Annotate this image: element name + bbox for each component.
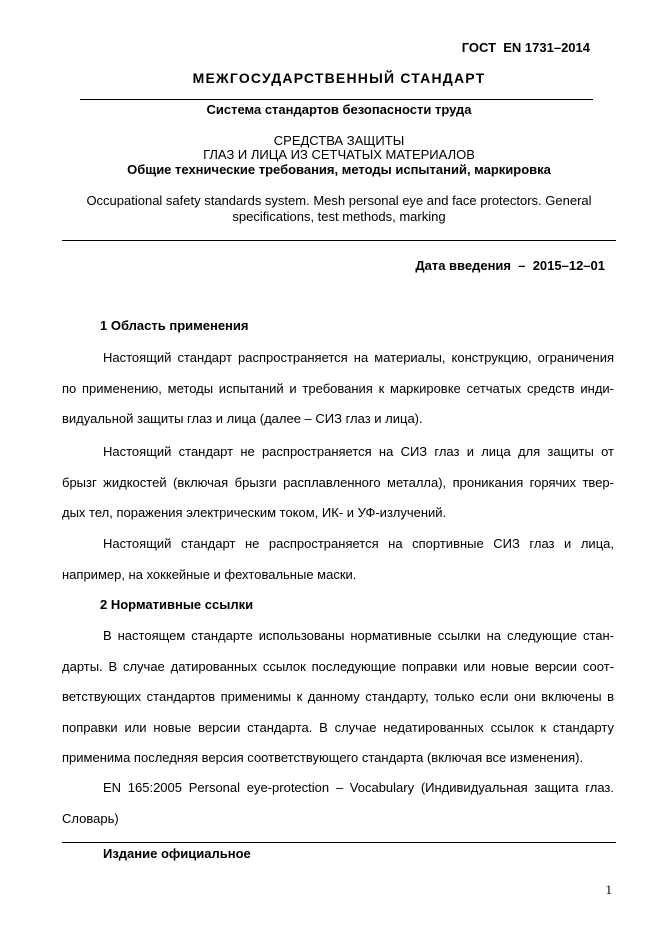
paragraph-line: например, на хоккейные и фехтовальные маски.: [62, 566, 357, 582]
paragraph-line: Словарь): [62, 810, 119, 826]
paragraph-line: Настоящий стандарт распространяется на материалы, конструкцию, ограничения: [103, 350, 614, 365]
document-title-line-2: ГЛАЗ И ЛИЦА ИЗ СЕТЧАТЫХ МАТЕРИАЛОВ: [203, 147, 475, 162]
section-1-heading: 1 Область применения: [100, 318, 249, 333]
paragraph-line: Настоящий стандарт не распространяется на спортивные СИЗ глаз и лица,: [103, 536, 614, 551]
english-title-line-2: specifications, test methods, marking: [232, 209, 446, 224]
paragraph-line: дых тел, поражения электрическим током, ИК- и УФ-излучений.: [62, 505, 447, 520]
title-divider: [80, 99, 593, 100]
paragraph-line: ветствующих стандартов применимы к данному стандарту, только если они включены в: [62, 689, 614, 704]
paragraph-line: брызг жидкостей (включая брызги расплавленного металла), проникания горячих твер-: [62, 474, 614, 490]
english-title: [70, 193, 608, 225]
header-rule: [62, 240, 616, 241]
introduction-date: Дата введения – 2015–12–01: [415, 258, 605, 273]
edition-note: Издание официальное: [103, 846, 251, 861]
paragraph-line: В настоящем стандарте использованы нормативные ссылки на следующие стан-: [103, 628, 614, 643]
english-title-line-1: Occupational safety standards system. Mesh personal eye and face protectors. General: [86, 193, 592, 208]
system-title: Система стандартов безопасности труда: [206, 102, 472, 117]
paragraph-line: дарты. В случае датированных ссылок последующие поправки или новые версии соот-: [62, 658, 614, 674]
footer-rule: [62, 842, 616, 843]
paragraph-line: поправки или новые версии стандарта. В случае недатированных ссылок к стандарту: [62, 719, 614, 735]
paragraph-line: Настоящий стандарт не распространяется на СИЗ глаз и лица для защиты от: [103, 444, 614, 459]
document-subtitle: Общие технические требования, методы испытаний, маркировка: [127, 162, 551, 177]
section-2-paragraph-1: [62, 621, 614, 774]
section-2-paragraph-2: [62, 773, 614, 834]
document-title-line-1: СРЕДСТВА ЗАЩИТЫ: [273, 133, 405, 148]
section-1-paragraph-1: [62, 343, 614, 435]
paragraph-line: применима последняя версия соответствующего стандарта (включая все изменения).: [62, 750, 584, 765]
paragraph-line: EN 165:2005 Personal eye-protection – Vocabulary (Индивидуальная защита глаз.: [103, 780, 614, 795]
page-number: 1: [605, 882, 612, 897]
document-number: ГОСТ EN 1731–2014: [461, 40, 590, 55]
section-1-paragraph-2: [62, 437, 614, 529]
paragraph-line: видуальной защиты глаз и лица (далее – СИЗ глаз и лица).: [62, 411, 423, 426]
section-2-heading: 2 Нормативные ссылки: [100, 597, 254, 612]
standard-type: МЕЖГОСУДАРСТВЕННЫЙ СТАНДАРТ: [192, 70, 486, 86]
section-1-paragraph-3: [62, 529, 614, 590]
paragraph-line: по применению, методы испытаний и требования к маркировке сетчатых средств инди-: [62, 380, 614, 396]
